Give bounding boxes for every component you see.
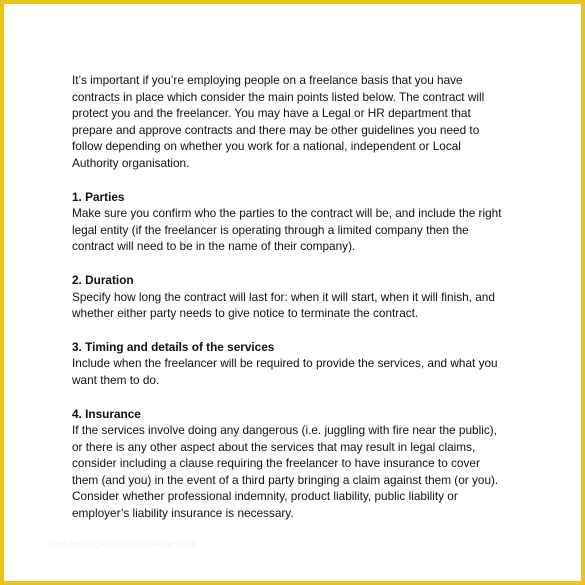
section-body: If the services involve doing any dangerous (i.e. juggling with fire near the public), or there is any other aspect about the services that may result in legal claims, consider including a clause requiring the freelancer to have insurance to cover them (and you) in the event of a third party bringing a claim against them (or you). Consider whether professional indemnity, product liability, public liability or employer’s liability insurance is necessary.	[72, 423, 499, 521]
section-body: Make sure you confirm who the parties to the contract will be, and include the right legal entity (if the freelancer is operating through a limited company then the contract will need to be in the name of their company).	[72, 206, 502, 254]
section-body: Include when the freelancer will be required to provide the services, and what you want them to do.	[72, 356, 498, 387]
section-heading: 4. Insurance	[72, 406, 141, 421]
watermark-text: www.heritagechristiancollege.com	[46, 539, 197, 550]
document-page	[72, 72, 522, 522]
intro-paragraph: It’s important if you’re employing people on a freelance basis that you have contracts in place which consider the main points listed below. The contract will protect you and the freelancer. You may have a Legal or HR department that prepare and approve contracts and there may be other guidelines you need to follow depending on whether you work for a national, independent or Local Authority organisation.	[72, 73, 485, 170]
section-heading: 2. Duration	[72, 272, 134, 287]
section-insurance	[72, 406, 522, 522]
section-heading: 3. Timing and details of the services	[72, 339, 275, 354]
section-heading: 1. Parties	[72, 189, 125, 204]
section-parties	[72, 189, 522, 255]
section-duration	[72, 272, 522, 322]
section-timing	[72, 339, 522, 389]
section-body: Specify how long the contract will last for: when it will start, when it will finish, and whether either party needs to give notice to terminate the contract.	[72, 289, 495, 321]
